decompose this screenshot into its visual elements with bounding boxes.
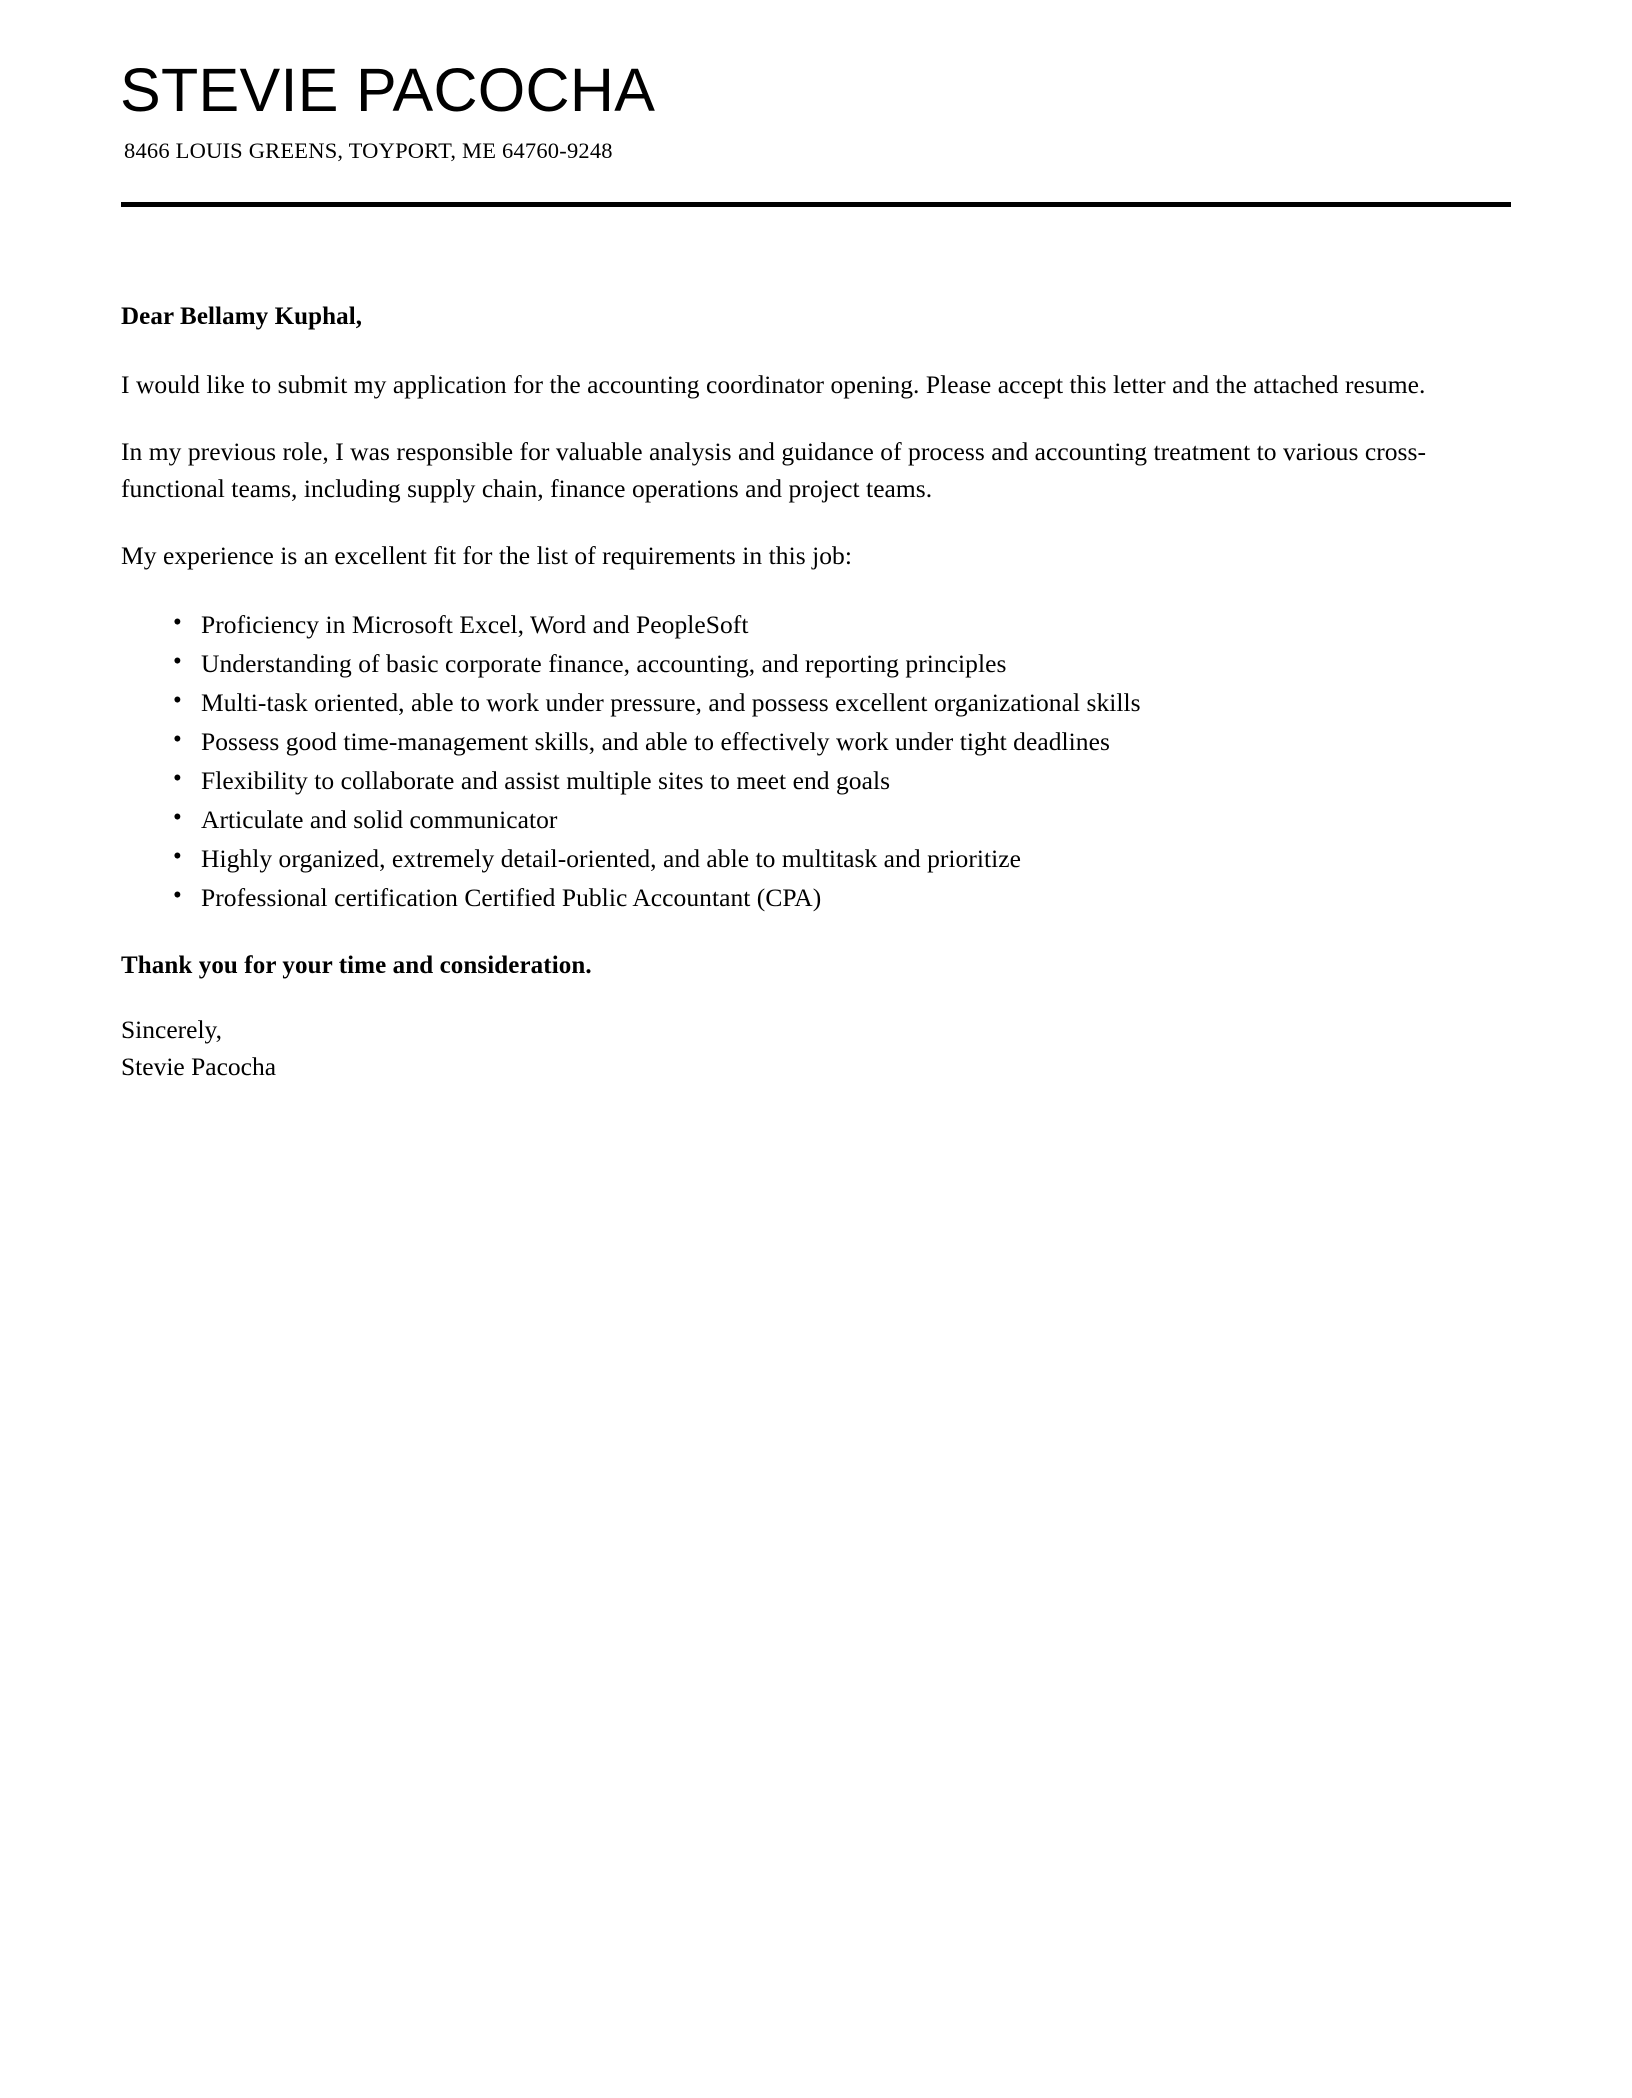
list-item: • Flexibility to collaborate and assist multiple sites to meet end goals — [173, 761, 1513, 800]
signature-block — [121, 1012, 1513, 1085]
requirements-list — [121, 605, 1513, 917]
list-item: • Possess good time-management skills, and able to effectively work under tight deadlines — [173, 722, 1513, 761]
closing-statement: Thank you for your time and consideration. — [121, 951, 592, 979]
signoff-label: Sincerely, — [121, 1015, 223, 1045]
list-item: • Professional certification Certified Public Accountant (CPA) — [173, 878, 1513, 917]
contact-address: 8466 LOUIS GREENS, TOYPORT, ME 64760-9248 — [124, 137, 613, 163]
body-paragraph: My experience is an excellent fit for the list of requirements in this job: — [121, 541, 852, 571]
list-item: • Highly organized, extremely detail-oriented, and able to multitask and prioritize — [173, 839, 1513, 878]
letterhead — [120, 58, 1512, 164]
list-item: • Articulate and solid communicator — [173, 800, 1513, 839]
list-item: • Understanding of basic corporate finance, accounting, and reporting principles — [173, 644, 1513, 683]
list-item: • Proficiency in Microsoft Excel, Word and PeopleSoft — [173, 605, 1513, 644]
salutation: Dear Bellamy Kuphal, — [121, 303, 363, 330]
letter-body — [121, 300, 1513, 1086]
signature-name: Stevie Pacocha — [121, 1052, 277, 1082]
body-paragraph: In my previous role, I was responsible for valuable analysis and guidance of process and accounting treatment to various cross-functional teams, including supply chain, finance operations and project teams. — [121, 436, 1427, 504]
page-title: STEVIE PACOCHA — [120, 56, 656, 124]
list-item: • Multi-task oriented, able to work under pressure, and possess excellent organizational skills — [173, 683, 1513, 722]
header-divider-rule — [121, 202, 1511, 207]
body-paragraph: I would like to submit my application for the accounting coordinator opening. Please accept this letter and the attached resume. — [121, 369, 1426, 399]
